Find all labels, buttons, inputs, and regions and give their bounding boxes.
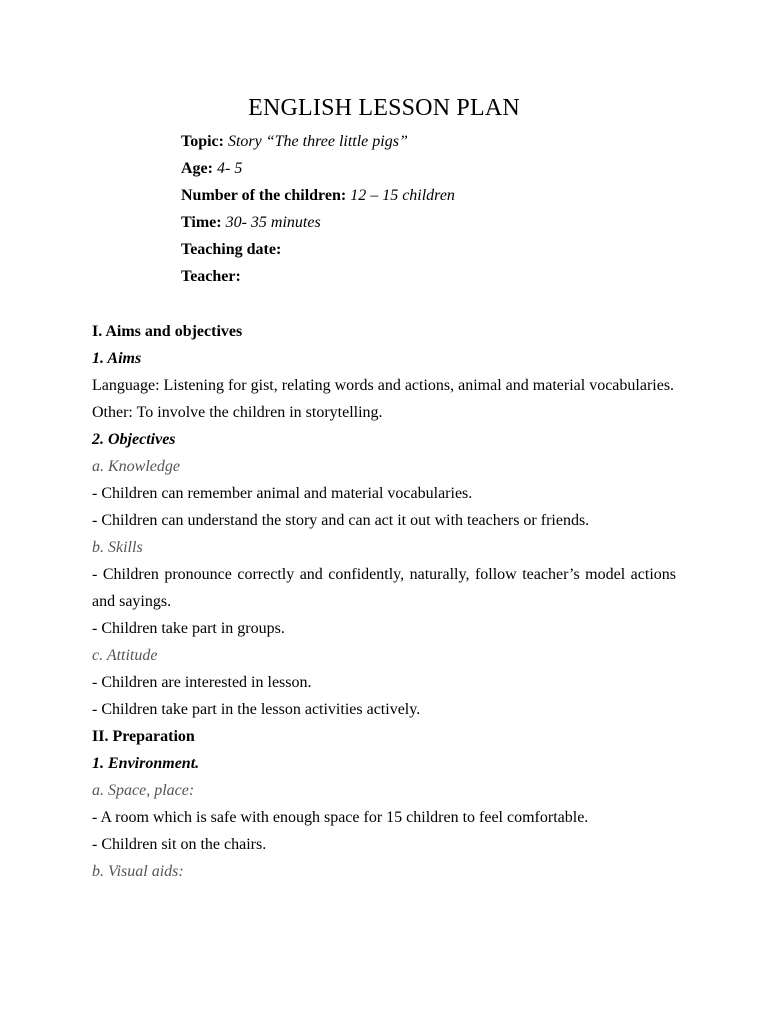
subsection-heading: 2. Objectives: [92, 431, 176, 448]
list-item: - Children take part in groups.: [92, 620, 285, 637]
info-label: Teaching date:: [181, 241, 282, 258]
minor-heading: a. Space, place:: [92, 782, 195, 799]
minor-heading: b. Visual aids:: [92, 863, 184, 880]
info-label: Time:: [181, 214, 222, 231]
list-item: - Children pronounce correctly and confidently, naturally, follow teacher’s model actions and sayings.: [92, 566, 676, 610]
info-label: Age:: [181, 160, 213, 177]
info-age: [181, 155, 701, 182]
list-item: - Children can remember animal and material vocabularies.: [92, 485, 473, 502]
list-item: - A room which is safe with enough space for 15 children to feel comfortable.: [92, 809, 589, 826]
info-label: Number of the children:: [181, 187, 347, 204]
info-time: [181, 209, 701, 236]
info-topic: [181, 128, 701, 155]
aims-other: Other: To involve the children in storytelling.: [92, 404, 383, 421]
info-number-of-children: [181, 182, 701, 209]
list-item: - Children take part in the lesson activities actively.: [92, 701, 421, 718]
minor-heading: b. Skills: [92, 539, 143, 556]
document-title: ENGLISH LESSON PLAN: [248, 95, 520, 121]
section-heading: I. Aims and objectives: [92, 323, 243, 340]
info-label: Teacher:: [181, 268, 241, 285]
list-item: - Children can understand the story and can act it out with teachers or friends.: [92, 512, 590, 529]
minor-heading: c. Attitude: [92, 647, 158, 664]
info-label: Topic:: [181, 133, 224, 150]
info-value: 12 – 15 children: [350, 187, 455, 204]
subsection-heading: 1. Aims: [92, 350, 142, 367]
info-teaching-date: [181, 236, 701, 263]
info-value: 30- 35 minutes: [225, 214, 321, 231]
info-value: 4- 5: [216, 160, 243, 177]
section-heading: II. Preparation: [92, 728, 195, 745]
list-item: - Children sit on the chairs.: [92, 836, 267, 853]
minor-heading: a. Knowledge: [92, 458, 180, 475]
info-value: Story “The three little pigs”: [227, 133, 408, 150]
info-teacher: [181, 263, 701, 290]
list-item: - Children are interested in lesson.: [92, 674, 312, 691]
subsection-heading: 1. Environment.: [92, 755, 200, 772]
aims-language: Language: Listening for gist, relating words and actions, animal and material vocabularies.: [92, 377, 675, 394]
lesson-info: [181, 128, 701, 290]
document-body: [92, 318, 676, 885]
